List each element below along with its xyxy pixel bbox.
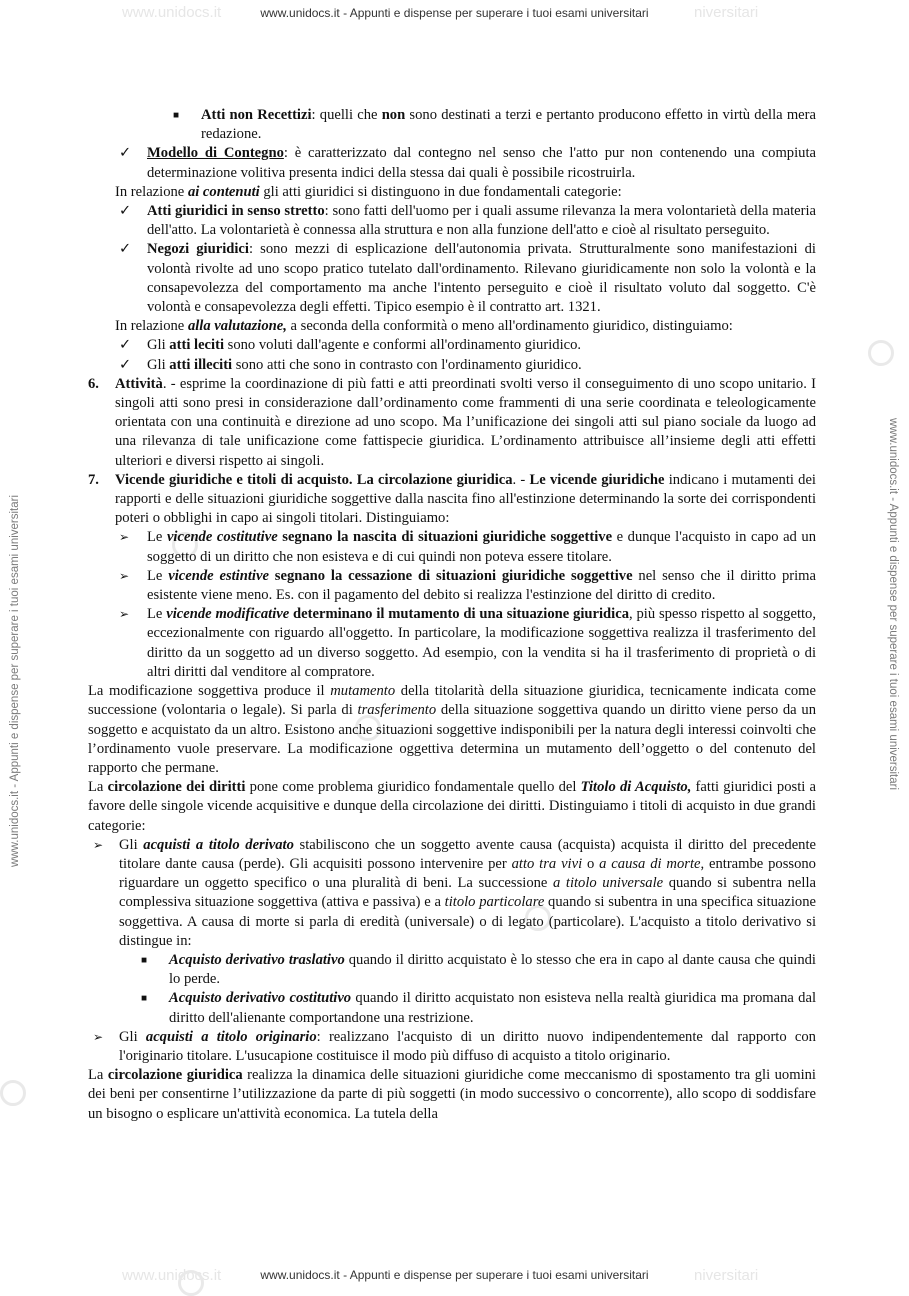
paragraph: In relazione alla valutazione, a seconda della conformità o meno all'ordinamento giuridico, distinguiamo: xyxy=(115,318,733,335)
watermark-ghost-left-bottom: www.unidocs.it xyxy=(122,1267,222,1284)
arrow-bullet-icon: ➢ xyxy=(119,568,130,583)
arrow-bullet-icon: ➢ xyxy=(93,837,104,852)
list-item: ✓ Modello di Contegno: è caratterizzato dal contegno nel senso che l'atto pur non contenendo una compiuta determinazione volitiva presenta indici della stessa dai quali è possibile ricostruirla. xyxy=(119,145,816,181)
page-footer: www.unidocs.it - Appunti e dispense per superare i tuoi esami universitari xyxy=(260,1268,649,1282)
document-body xyxy=(88,106,816,1124)
watermark-logo-icon xyxy=(0,1080,26,1106)
list-item: ■ Acquisto derivativo traslativo quando il diritto acquistato è lo stesso che era in capo al dante causa che quindi lo perde. xyxy=(141,951,816,988)
list-item: ➢ Gli acquisti a titolo originario: realizzano l'acquisto di un diritto nuovo indipendentemente dal rapporto con l'originario titolare. L'usucapione costituisce il modo più diffuso di acquisto a titolo originario. xyxy=(93,1028,816,1064)
paragraph: La circolazione dei diritti pone come problema giuridico fondamentale quello del Titolo di Acquisto, fatti giuridici posti a favore delle singole vicende acquisitive e dunque della circolazione dei diritti. Distinguiamo i titoli di acquisto in due grandi categorie: xyxy=(88,779,816,834)
watermark-ghost-left: www.unidocs.it xyxy=(122,4,222,21)
check-icon: ✓ xyxy=(119,337,132,354)
square-bullet-icon: ■ xyxy=(173,110,180,121)
paragraph: La circolazione giuridica realizza la dinamica delle situazioni giuridiche come meccanismo di spostamento tra gli uomini dei beni per consentirne l’utilizzazione da parte di più soggetti (in modo successivo o concorrente), allo scopo di soddisfare un bisogno o esplicare un'attività economica. La tutela della xyxy=(88,1067,816,1122)
page-header: www.unidocs.it - Appunti e dispense per superare i tuoi esami universitari xyxy=(260,6,649,20)
paragraph: In relazione ai contenuti gli atti giuridici si distinguono in due fondamentali categorie: xyxy=(115,183,622,200)
list-item: ■ Acquisto derivativo costitutivo quando il diritto acquistato non esisteva nella realtà giuridica ma promana dal diritto dell'alienante comportandone una restrizione. xyxy=(141,990,816,1026)
square-bullet-icon: ■ xyxy=(141,954,148,966)
list-item: ✓ Gli atti illeciti sono atti che sono in contrasto con l'ordinamento giuridico. xyxy=(88,356,816,375)
list-item: ✓ Atti giuridici in senso stretto: sono fatti dell'uomo per i quali assume rilevanza la mera volontarietà della materia dell'atto. La volontarietà è connessa alla struttura e non alla funzione dell'atto e cioè al risultato perseguito. xyxy=(119,203,816,239)
paragraph: La modificazione soggettiva produce il mutamento della titolarità della situazione giuridica, tecnicamente indicata come successione (volontaria o legale). Si parla di trasferimento della situazione soggettiva quando un diritto viene perso da un soggetto e acquistato da un altro. Esistono anche situazioni soggettive indisponibili per la natura degli interessi coinvolti che l’ordinamento vuole preservare. La modificazione oggettiva determina un mutamento dell’oggetto o del contenuto del rapporto che permane. xyxy=(88,683,817,776)
watermark-logo-icon xyxy=(868,340,894,366)
numbered-item: 6. Attività. - esprime la coordinazione di più fatti e atti preordinati svolti verso il conseguimento di uno scopo unitario. I singoli atti sono presi in considerazione dall’ordinamento come frammenti di una serie coordinata e teleologicamente orientata con una continuità e direzione ad uno scopo. Ma l’unificazione dei singoli atti sul piano sociale da luogo ad una rilevanza di tale unificazione come fattispecie giuridica. L’ordinamento attribuisce all’insieme degli atti effetti ulteriori e diversi rispetto ai singoli. xyxy=(88,375,816,469)
arrow-bullet-icon: ➢ xyxy=(119,530,130,545)
watermark-ghost-right: niversitari xyxy=(694,4,759,21)
numbered-item: 7. Vicende giuridiche e titoli di acquisto. La circolazione giuridica. - Le vicende giuridiche indicano i mutamenti dei rapporti e delle situazioni giuridiche soggettive dalla nascita fino all'estinzione determinando la sorte dei corrispondenti poteri o obblighi in capo ai singoli titolari. Distinguiamo: xyxy=(88,471,816,527)
check-icon: ✓ xyxy=(119,203,132,220)
list-item: ➢ Gli acquisti a titolo derivato stabiliscono che un soggetto avente causa (acquista) acquista il diritto del precedente titolare dante causa (perde). Gli acquisiti possono intervenire per atto tra vivi o a causa di morte, entrambe possono riguardare un oggetto specifico o una pluralità di beni. La successione a titolo universale quando si subentra nella complessiva situazione soggettiva (attiva e passiva) e a titolo particolare quando si subentra in una specifica situazione soggettiva. A causa di morte si parla di eredità (universale) o di legato (particolare). L'acquisto a titolo derivativo si distingue in: xyxy=(93,836,817,949)
check-icon: ✓ xyxy=(119,145,132,162)
list-item: ✓ Negozi giuridici: sono mezzi di esplicazione dell'autonomia privata. Strutturalmente sono manifestazioni di volontà rivolte ad uno scopo pratico tutelato dall'ordinamento. Rilevano giuridicamente non solo la volontà e la consapevolezza del comportamento ma anche l'intento perseguito e cioè il risultato voluto dal soggetto. C'è volontà e consapevolezza degli effetti. Tipico esempio è il contratto art. 1321. xyxy=(119,241,816,316)
check-icon: ✓ xyxy=(119,356,132,373)
side-watermark-left: www.unidocs.it - Appunti e dispense per superare i tuoi esami universitari xyxy=(9,494,21,867)
arrow-bullet-icon: ➢ xyxy=(119,607,130,622)
watermark-ghost-right-bottom: niversitari xyxy=(694,1267,759,1284)
list-item: ➢ Le vicende costitutive segnano la nascita di situazioni giuridiche soggettive e dunque l'acquisto in capo ad un soggetto di un diritto che non esisteva e di cui quindi non poteva essere titolare. xyxy=(119,529,817,565)
square-bullet-icon: ■ xyxy=(141,993,148,1005)
list-item: ✓ Gli atti leciti sono voluti dall'agente e conformi all'ordinamento giuridico. xyxy=(88,336,816,355)
arrow-bullet-icon: ➢ xyxy=(93,1029,104,1044)
list-item: ■ Atti non Recettizi: quelli che non sono destinati a terzi e pertanto producono effetto in virtù della mera redazione. xyxy=(173,107,817,143)
list-item: ➢ Le vicende modificative determinano il mutamento di una situazione giuridica, più spesso rispetto al soggetto, eccezionalmente con riguardo all'oggetto. In particolare, la modificazione soggettiva realizza il trasferimento del diritto da un soggetto ad un diverso soggetto. Ad esempio, con la vendita si ha il trasferimento di proprietà o di altri diritti dal venditore al compratore. xyxy=(119,606,816,680)
check-icon: ✓ xyxy=(119,241,132,258)
list-item: ➢ Le vicende estintive segnano la cessazione di situazioni giuridiche soggettive nel senso che il diritto prima esistente viene meno. Es. con il pagamento del debito si realizza l'estinzione del diritto di credito. xyxy=(119,567,816,604)
side-watermark-right: www.unidocs.it - Appunti e dispense per superare i tuoi esami universitari xyxy=(887,418,899,791)
